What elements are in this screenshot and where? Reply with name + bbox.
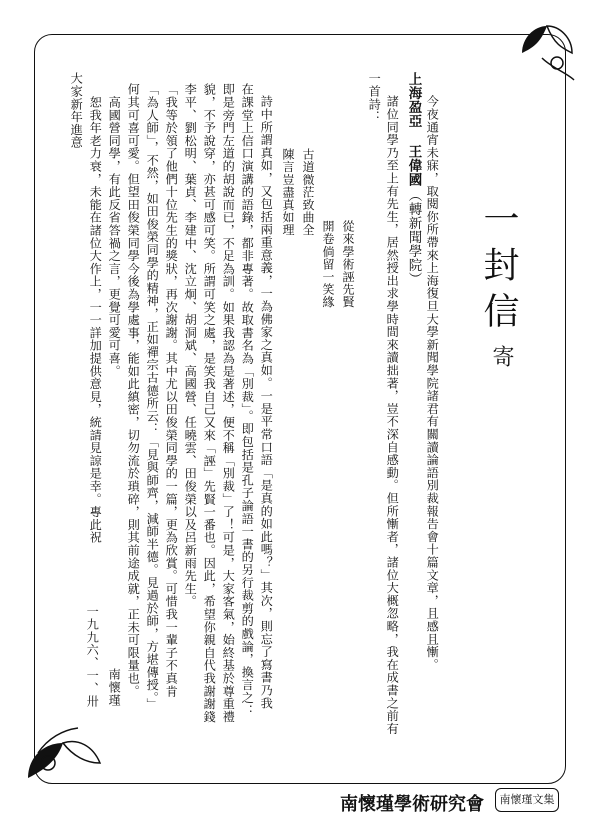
paragraph-line: 大家新年進意: [69, 72, 84, 149]
letter-date: 一九九六、一、卅: [85, 605, 100, 708]
footer-publisher: 南懷瑾學術研究會: [340, 794, 484, 815]
author-note: （轉新聞學院）: [405, 188, 422, 286]
paragraph-line: 何其可喜可愛。但望田俊榮同學今後為學處事，能如此縝密，切勿流於瑣碎，則其前途成就，正未可限量也。: [126, 83, 141, 698]
paragraph-line: 恕我年老力衰，未能在諸位大作上，一一詳加提供意見，統請見諒是幸。專此祝: [88, 83, 103, 544]
poem-line: 從來學術誣先賢: [341, 220, 355, 309]
signature: 南懷瑾: [107, 668, 122, 707]
paragraph-line: 「為人師」，不然，如田俊榮同學的精神，正如禪宗古德所云：「見與師齊，減師半德。見過於師，方堪傳授。」: [145, 83, 160, 711]
poem-line: 陳言豈盡真如理: [281, 148, 295, 237]
paragraph-line: 諸位同學乃至上有先生，居然授出求學時間來讀拙著，豈不深自感動。但所慚者，諸位大概忽略，我在成書之前有: [385, 95, 400, 735]
paragraph-line: 李平、劉松明、葉貞、李建中、沈立炯、胡洞斌、高國營、任曉雲、田俊榮以及呂新雨先生。: [183, 83, 198, 608]
poem-line: 開卷倘留一笑緣: [321, 220, 335, 309]
poem-line: 古道微茫致曲全: [301, 148, 315, 237]
paragraph-line: 即是旁門左道的胡說而已，不足為訓。如果我認為是著述，便不稱「別裁」了！可是，大家客氣，始終基於尊重禮: [221, 83, 236, 723]
page-stamp: 南懷瑾文集: [495, 788, 559, 812]
paragraph-line: 詩中所謂真如，又包括兩重意義，一為佛家之真如。一是平常口語「是真的如此嗎？」其次，則忘了寫書乃我: [259, 95, 274, 710]
paragraph-line: 「我等於領了他們十位先生的獎狀，再次謝謝。其中尤以田俊榮同學的一篇，更為欣賞。可惜我一輩子不真肯: [164, 83, 179, 698]
author-name: 上海盈亞 王偉國: [405, 72, 422, 187]
paragraph-line: 高國營同學，有此反省答禍之言，更覺可愛可喜。: [107, 83, 122, 378]
paragraph-line: 一首詩：: [367, 72, 382, 124]
title-suffix: 寄: [489, 345, 514, 367]
floral-ornament-icon: [512, 18, 582, 88]
page-title: 一封信: [478, 200, 519, 338]
paragraph-line: 貌，不予說穿，亦甚可感可笑。所謂可笑之處，是笑我自己又來「誣」先賢一番也。因此，希望你親自代我謝謝錢: [202, 83, 217, 723]
paragraph-line: 今夜通宵未寐，取閱你所帶來上海復旦大學新聞學院諸君有關讀論語別裁報告會十篇文章，且感且慚。: [425, 95, 440, 671]
paragraph-line: 在課堂上信口演講的語錄，都非專著。故取書名為「別裁」。即包括是孔子論語一書的另行裁剪的戲論，換言之：: [240, 83, 255, 717]
floral-ornament-icon: [18, 718, 108, 788]
